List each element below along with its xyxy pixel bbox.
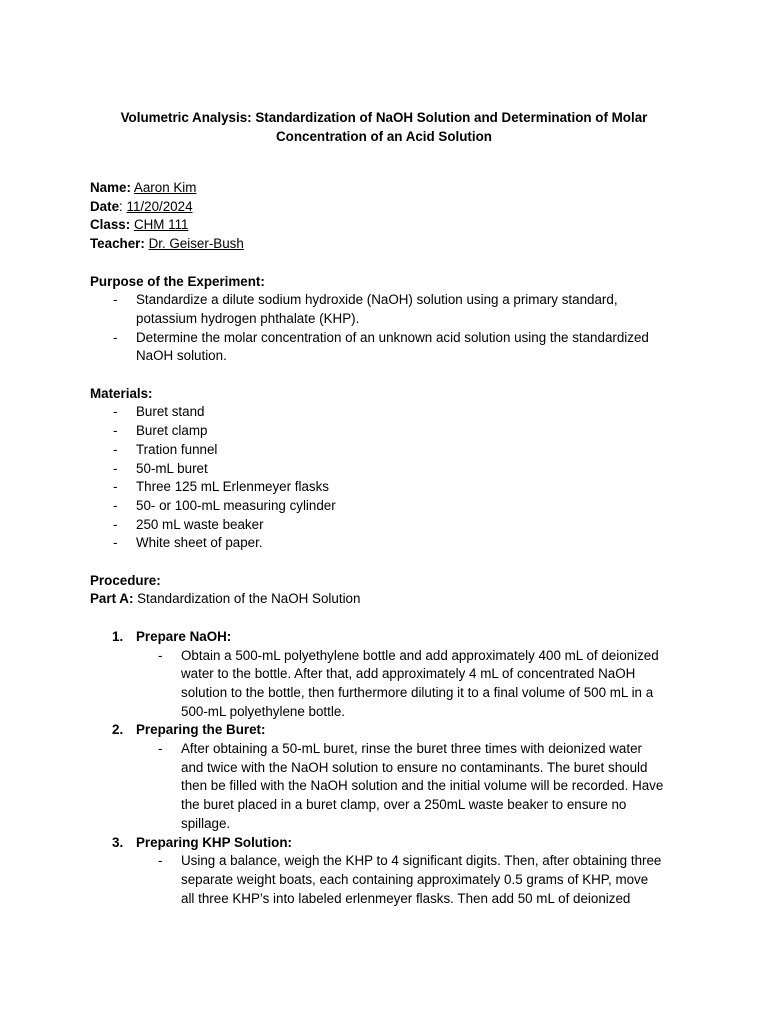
document-title <box>90 108 678 146</box>
step-detail-line: all three KHP’s into labeled erlenmeyer flasks. Then add 50 mL of deionized <box>181 890 631 906</box>
purpose-item <box>90 291 690 328</box>
bullet-dash: - <box>113 535 118 551</box>
step-title: Prepare NaOH: <box>136 628 232 644</box>
material-item-text: Tration funnel <box>136 441 218 457</box>
part-a-label: Part A: <box>90 591 134 607</box>
spacer <box>90 609 690 628</box>
step-detail-line: separate weight boats, each containing approximately 0.5 grams of KHP, move <box>181 871 649 887</box>
material-item-text: 50-mL buret <box>136 460 208 476</box>
bullet-dash: - <box>158 647 163 663</box>
name-row <box>90 179 690 198</box>
material-item-text: Buret clamp <box>136 423 208 439</box>
step-title: Preparing KHP Solution: <box>136 834 292 850</box>
name-label: Name: <box>90 180 131 195</box>
step-detail-line: After obtaining a 50-mL buret, rinse the buret three times with deionized water <box>181 741 642 757</box>
step-detail-line: Obtain a 500-mL polyethylene bottle and add approximately 400 mL of deionized <box>181 647 659 663</box>
bullet-dash: - <box>113 460 118 476</box>
date-label: Date <box>90 198 120 214</box>
material-item-text: 250 mL waste beaker <box>136 516 264 532</box>
bullet-dash: - <box>113 441 118 457</box>
materials-heading: Materials: <box>90 385 153 401</box>
step-detail-line: then be filled with the NaOH solution and the initial volume will be recorded. Have <box>181 778 664 794</box>
spacer <box>90 553 690 572</box>
spacer <box>90 254 690 273</box>
bullet-dash: - <box>158 741 163 757</box>
procedure-heading: Procedure: <box>90 572 161 588</box>
teacher-value: Dr. Geiser-Bush <box>148 236 244 252</box>
title-line-1: Volumetric Analysis: Standardization of NaOH Solution and Determination of Molar <box>120 110 648 125</box>
class-value: CHM 111 <box>133 217 189 233</box>
purpose-item-line: Determine the molar concentration of an unknown acid solution using the standardized <box>136 329 649 345</box>
material-item <box>90 478 690 497</box>
bullet-dash: - <box>113 516 118 532</box>
bullet-dash: - <box>113 479 118 495</box>
material-item <box>90 422 690 441</box>
class-row <box>90 216 690 235</box>
bullet-dash: - <box>113 404 118 420</box>
class-label: Class: <box>90 217 131 233</box>
material-item-text: White sheet of paper. <box>136 535 263 551</box>
step-detail-line: Using a balance, weigh the KHP to 4 significant digits. Then, after obtaining three <box>181 853 662 869</box>
procedure-step <box>90 721 690 740</box>
material-item <box>90 441 690 460</box>
spacer <box>90 366 690 385</box>
material-item-text: Buret stand <box>136 404 205 420</box>
teacher-row <box>90 235 690 254</box>
material-item-text: 50- or 100-mL measuring cylinder <box>136 497 336 513</box>
bullet-dash: - <box>113 423 118 439</box>
step-detail-line: water to the bottle. After that, add approximately 4 mL of concentrated NaOH <box>181 666 636 682</box>
bullet-dash: - <box>113 329 118 345</box>
bullet-dash: - <box>113 292 118 308</box>
step-number: 1. <box>112 628 124 644</box>
step-detail-line: and twice with the NaOH solution to ensure no contaminants. The buret should <box>181 759 648 775</box>
step-detail <box>90 852 690 908</box>
purpose-item-line: potassium hydrogen phthalate (KHP). <box>136 310 360 326</box>
material-item <box>90 460 690 479</box>
procedure-step <box>90 628 690 647</box>
name-value: Aaron Kim <box>133 180 197 195</box>
procedure-step <box>90 834 690 853</box>
step-detail <box>90 647 690 722</box>
purpose-list <box>90 291 690 366</box>
materials-list <box>90 403 690 553</box>
date-colon: : <box>119 198 123 214</box>
material-item <box>90 403 690 422</box>
material-item <box>90 516 690 535</box>
purpose-heading: Purpose of the Experiment: <box>90 273 265 289</box>
part-a-text: Standardization of the NaOH Solution <box>133 591 361 607</box>
material-item-text: Three 125 mL Erlenmeyer flasks <box>136 479 330 495</box>
step-number: 2. <box>112 722 124 738</box>
part-a-row <box>90 590 690 609</box>
teacher-label: Teacher: <box>90 236 145 252</box>
procedure-steps <box>90 628 690 909</box>
date-row <box>90 198 690 217</box>
material-item <box>90 497 690 516</box>
step-detail-line: the buret placed in a buret clamp, over a 250mL waste beaker to ensure no <box>181 797 627 813</box>
step-detail-line: spillage. <box>181 815 231 831</box>
step-detail-line: 500-mL polyethylene bottle. <box>181 703 346 719</box>
step-title: Preparing the Buret: <box>136 722 266 738</box>
step-detail-line: solution to the bottle, then furthermore diluting it to a final volume of 500 mL in a <box>181 684 654 700</box>
document-body <box>90 179 690 908</box>
step-number: 3. <box>112 834 124 850</box>
title-line-2: Concentration of an Acid Solution <box>276 129 492 144</box>
bullet-dash: - <box>158 853 163 869</box>
step-detail <box>90 740 690 834</box>
bullet-dash: - <box>113 497 118 513</box>
material-item <box>90 534 690 553</box>
purpose-item-line: NaOH solution. <box>136 348 227 364</box>
purpose-item <box>90 329 690 366</box>
date-value: 11/20/2024 <box>126 198 193 214</box>
purpose-item-line: Standardize a dilute sodium hydroxide (NaOH) solution using a primary standard, <box>136 292 618 308</box>
